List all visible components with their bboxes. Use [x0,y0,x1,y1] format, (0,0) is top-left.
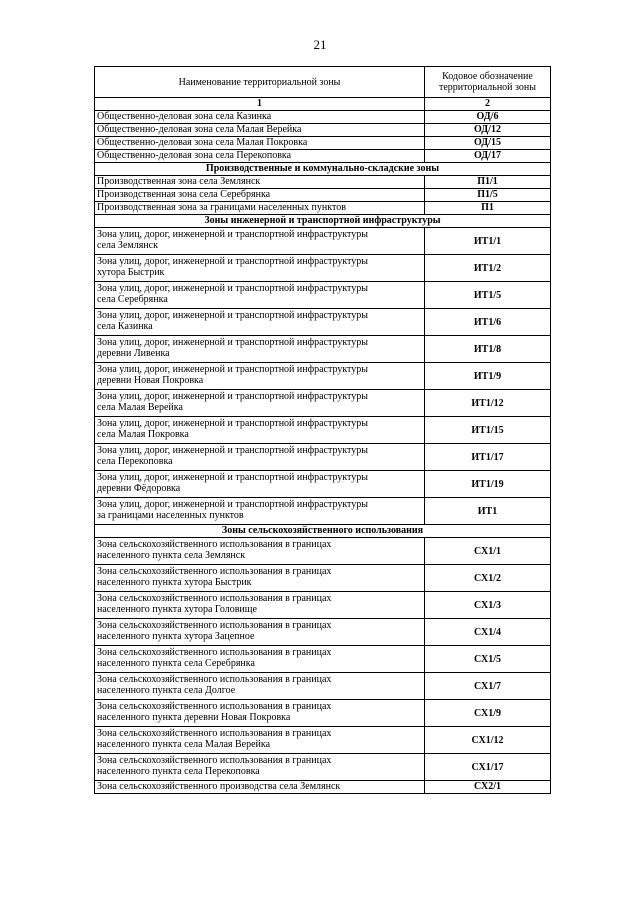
zone-code: СХ1/5 [425,646,551,673]
zone-name [95,565,425,592]
zone-code: ИТ1/15 [425,417,551,444]
zone-name-line-1: Зона улиц, дорог, инженерной и транспортной инфраструктуры [97,472,368,483]
zone-name-line-2: населенного пункта села Землянск [97,550,246,561]
zone-name-line-2: населенного пункта села Серебрянка [97,658,255,669]
zone-name-line-2: населенного пункта села Долгое [97,685,236,696]
zone-name-line-1: Зона улиц, дорог, инженерной и транспортной инфраструктуры [97,310,368,321]
table-row [95,124,551,137]
zone-name: Зона сельскохозяйственного производства села Землянск [95,781,425,794]
zone-name-line-1: Зона сельскохозяйственного использования в границах [97,647,332,658]
zone-code: ИТ1/19 [425,471,551,498]
zone-name-line-1: Зона улиц, дорог, инженерной и транспортной инфраструктуры [97,391,368,402]
zone-name-line-1: Зона сельскохозяйственного использования в границах [97,728,332,739]
zone-name-line-1: Зона улиц, дорог, инженерной и транспортной инфраструктуры [97,256,368,267]
table-row [95,228,551,255]
table-row [95,673,551,700]
table-row [95,282,551,309]
zone-code: СХ1/4 [425,619,551,646]
zone-code: ИТ1/6 [425,309,551,336]
table-row [95,202,551,215]
table-row [95,700,551,727]
zone-code: СХ1/1 [425,538,551,565]
zone-name-line-2: населенного пункта села Малая Верейка [97,739,271,750]
zone-code: ИТ1/2 [425,255,551,282]
zone-code: ИТ1 [425,498,551,525]
table-row [95,619,551,646]
table-row [95,781,551,794]
zone-name-line-1: Зона улиц, дорог, инженерной и транспортной инфраструктуры [97,499,368,510]
zone-name-line-1: Зона улиц, дорог, инженерной и транспортной инфраструктуры [97,445,368,456]
zone-name [95,363,425,390]
zone-name [95,754,425,781]
zone-code: ИТ1/12 [425,390,551,417]
table-row [95,363,551,390]
zone-code: П1/1 [425,176,551,189]
table-row [95,592,551,619]
column-number-1: 1 [95,98,425,111]
zone-name-line-2: села Серебрянка [97,294,168,305]
zone-name-line-2: села Казинка [97,321,153,332]
table-row [95,498,551,525]
zone-name [95,471,425,498]
zone-name-line-2: населенного пункта деревни Новая Покровка [97,712,291,723]
zone-name-line-2: населенного пункта хутора Зацепное [97,631,255,642]
section-title: Зоны инженерной и транспортной инфраструктуры [95,215,551,228]
zone-name [95,309,425,336]
zone-name-line-2: села Малая Покровка [97,429,189,440]
zone-name: Общественно-деловая зона села Перекоповка [95,150,425,163]
table-row [95,565,551,592]
zone-code: ОД/12 [425,124,551,137]
table-row [95,727,551,754]
zone-name [95,646,425,673]
zone-name-line-1: Зона сельскохозяйственного использования в границах [97,539,332,550]
section-title: Зоны сельскохозяйственного использования [95,525,551,538]
zone-name-line-2: деревни Новая Покровка [97,375,204,386]
zone-name-line-2: населенного пункта хутора Быстрик [97,577,252,588]
zone-code: СХ1/9 [425,700,551,727]
table-row [95,417,551,444]
zone-name-line-2: деревни Ливенка [97,348,170,359]
section-title: Производственные и коммунально-складские зоны [95,163,551,176]
zone-name-line-1: Зона сельскохозяйственного использования в границах [97,593,332,604]
zone-name-line-1: Зона сельскохозяйственного использования в границах [97,755,332,766]
zone-name [95,282,425,309]
zone-name: Общественно-деловая зона села Малая Верейка [95,124,425,137]
zone-name: Производственная зона за границами населенных пунктов [95,202,425,215]
zone-code: П1 [425,202,551,215]
zone-name-line-2: села Землянск [97,240,158,251]
zone-code: СХ1/17 [425,754,551,781]
table-header-row [95,67,551,98]
zone-name-line-1: Зона улиц, дорог, инженерной и транспортной инфраструктуры [97,337,368,348]
zone-name [95,417,425,444]
column-number-2: 2 [425,98,551,111]
zone-name-line-2: деревни Фёдоровка [97,483,181,494]
table-row [95,444,551,471]
zone-code: ИТ1/17 [425,444,551,471]
header-zone-name: Наименование территориальной зоны [95,67,425,98]
zone-name: Производственная зона села Землянск [95,176,425,189]
zone-code: ИТ1/8 [425,336,551,363]
table-row [95,646,551,673]
zone-name-line-2: населенного пункта хутора Головище [97,604,257,615]
zone-name: Общественно-деловая зона села Малая Покровка [95,137,425,150]
zone-name-line-2: за границами населенных пунктов [97,510,244,521]
zone-name [95,538,425,565]
zone-name-line-1: Зона сельскохозяйственного использования в границах [97,566,332,577]
zone-name-line-1: Зона сельскохозяйственного использования в границах [97,674,332,685]
zone-name [95,592,425,619]
zone-name-line-1: Зона улиц, дорог, инженерной и транспортной инфраструктуры [97,418,368,429]
table-row [95,538,551,565]
zone-name [95,619,425,646]
territorial-zones-table [94,66,551,794]
zone-name [95,700,425,727]
table-row [95,471,551,498]
table-row [95,309,551,336]
zone-code: ОД/15 [425,137,551,150]
zone-code: СХ1/2 [425,565,551,592]
zone-name-line-1: Зона сельскохозяйственного использования в границах [97,701,332,712]
zone-name: Общественно-деловая зона села Казинка [95,111,425,124]
zone-name-line-1: Зона улиц, дорог, инженерной и транспортной инфраструктуры [97,283,368,294]
table-row [95,111,551,124]
zone-code: ОД/6 [425,111,551,124]
zone-name [95,228,425,255]
zone-name-line-2: села Перекоповка [97,456,173,467]
table-row [95,137,551,150]
zone-name [95,727,425,754]
zone-name [95,255,425,282]
zone-code: СХ1/12 [425,727,551,754]
zone-name [95,498,425,525]
table-row [95,150,551,163]
header-zone-code: Кодовое обозначение территориальной зоны [425,67,551,98]
table-row [95,754,551,781]
section-header-row [95,525,551,538]
zone-name-line-1: Зона улиц, дорог, инженерной и транспортной инфраструктуры [97,364,368,375]
zone-code: ОД/17 [425,150,551,163]
zone-name-line-1: Зона сельскохозяйственного использования в границах [97,620,332,631]
zone-name [95,444,425,471]
zone-name-line-2: села Малая Верейка [97,402,183,413]
zone-name: Производственная зона села Серебрянка [95,189,425,202]
column-number-row [95,98,551,111]
page-number: 21 [313,37,327,52]
zone-code: СХ1/7 [425,673,551,700]
zone-code: СХ2/1 [425,781,551,794]
table-row [95,390,551,417]
zone-name-line-1: Зона улиц, дорог, инженерной и транспортной инфраструктуры [97,229,368,240]
zone-name-line-2: хутора Быстрик [97,267,165,278]
table-row [95,189,551,202]
zone-name [95,390,425,417]
zone-name [95,673,425,700]
table-row [95,255,551,282]
section-header-row [95,163,551,176]
zone-code: П1/5 [425,189,551,202]
zone-code: СХ1/3 [425,592,551,619]
zone-name-line-2: населенного пункта села Перекоповка [97,766,260,777]
zone-code: ИТ1/9 [425,363,551,390]
zone-name [95,336,425,363]
zone-code: ИТ1/5 [425,282,551,309]
zone-code: ИТ1/1 [425,228,551,255]
section-header-row [95,215,551,228]
table-row [95,176,551,189]
table-row [95,336,551,363]
